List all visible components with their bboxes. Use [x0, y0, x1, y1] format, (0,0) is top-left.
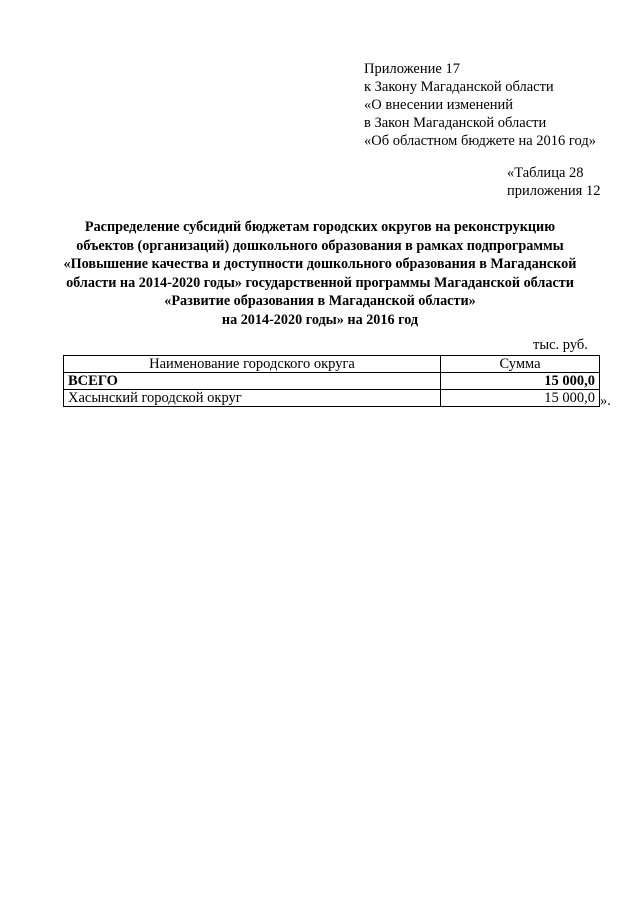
total-sum-cell: 15 000,0: [441, 373, 600, 390]
appendix-line: к Закону Магаданской области: [364, 79, 554, 95]
document-title: [40, 218, 600, 329]
table-reference-line: приложения 12: [507, 183, 601, 199]
appendix-line: в Закон Магаданской области: [364, 115, 547, 131]
units-label: тыс. руб.: [533, 337, 588, 353]
appendix-line: «О внесении изменений: [364, 97, 514, 113]
title-line: на 2014-2020 годы» на 2016 год: [221, 311, 419, 328]
title-line: области на 2014-2020 годы» государственной программы Магаданской области: [66, 274, 574, 291]
table-reference: [507, 164, 600, 200]
appendix-line: Приложение 17: [364, 61, 460, 77]
column-header-sum: Сумма: [441, 356, 600, 373]
row-sum-cell: 15 000,0: [441, 390, 600, 407]
row-name-cell: Хасынский городской округ: [64, 390, 441, 407]
closing-quote-mark: ».: [600, 393, 611, 409]
title-line: Распределение субсидий бюджетам городских округов на реконструкцию: [84, 219, 556, 235]
title-line: объектов (организаций) дошкольного образования в рамках подпрограммы: [76, 237, 564, 254]
appendix-header: [364, 60, 596, 150]
subsidy-table: [63, 355, 600, 407]
table-reference-line: «Таблица 28: [507, 165, 584, 181]
table-row: [64, 390, 600, 407]
column-header-name: Наименование городского округа: [64, 356, 441, 373]
total-name-cell: ВСЕГО: [64, 373, 441, 390]
title-line: «Развитие образования в Магаданской области»: [164, 293, 476, 309]
title-line: «Повышение качества и доступности дошкольного образования в Магаданской: [63, 256, 577, 272]
table-total-row: [64, 373, 600, 390]
appendix-line: «Об областном бюджете на 2016 год»: [364, 133, 596, 149]
table-header-row: [64, 356, 600, 373]
